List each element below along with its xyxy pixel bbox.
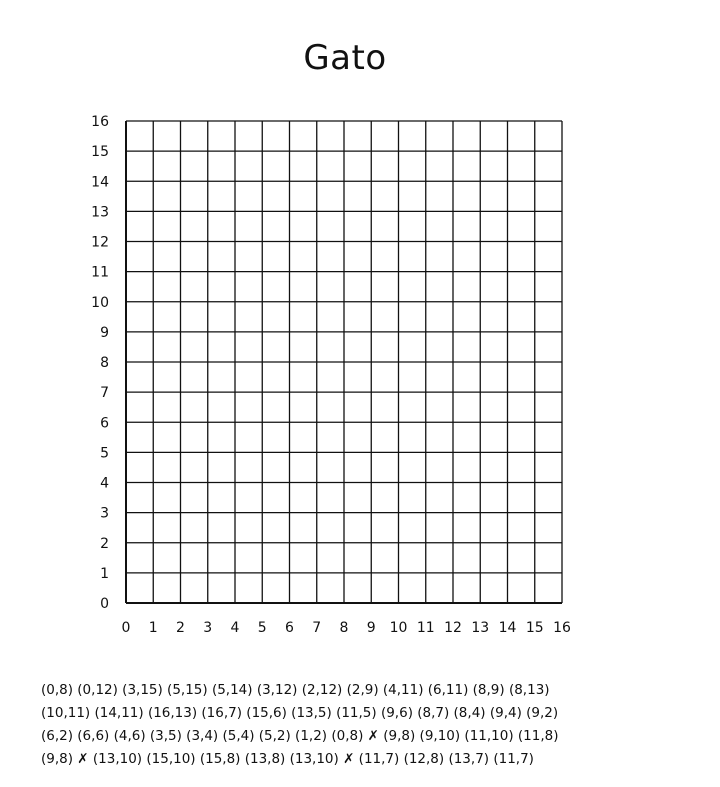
x-tick-label: 15 bbox=[525, 620, 544, 636]
y-tick-label: 11 bbox=[91, 264, 109, 281]
y-tick-label: 16 bbox=[91, 114, 109, 130]
worksheet-title: Gato bbox=[303, 38, 387, 78]
x-tick-label: 4 bbox=[230, 620, 240, 636]
coordinate-line-2: (10,11) (14,11) (16,13) (16,7) (15,6) (13,5) (11,5) (9,6) (8,7) (8,4) (9,4) (9,2) bbox=[41, 705, 559, 721]
coordinate-line-1: (0,8) (0,12) (3,15) (5,15) (5,14) (3,12) (2,12) (2,9) (4,11) (6,11) (8,9) (8,13) bbox=[41, 682, 550, 698]
x-tick-label: 16 bbox=[553, 620, 571, 636]
grid-lines bbox=[126, 121, 562, 603]
x-tick-label: 3 bbox=[203, 620, 213, 636]
y-tick-label: 4 bbox=[100, 475, 109, 492]
y-tick-label: 2 bbox=[100, 535, 109, 552]
y-tick-label: 12 bbox=[91, 234, 109, 251]
y-tick-label: 1 bbox=[100, 565, 109, 582]
x-axis-tick-labels bbox=[122, 620, 571, 636]
x-tick-label: 1 bbox=[148, 620, 158, 636]
y-tick-label: 14 bbox=[91, 174, 109, 191]
coordinate-line-4: (9,8) ✗ (13,10) (15,10) (15,8) (13,8) (13,10) ✗ (11,7) (12,8) (13,7) (11,7) bbox=[41, 751, 534, 767]
y-tick-label: 10 bbox=[91, 294, 109, 311]
x-tick-label: 2 bbox=[176, 620, 185, 636]
y-tick-label: 9 bbox=[100, 324, 109, 341]
y-tick-label: 6 bbox=[100, 415, 109, 432]
x-tick-label: 14 bbox=[498, 620, 517, 636]
y-tick-label: 7 bbox=[100, 385, 109, 402]
x-tick-label: 8 bbox=[339, 620, 349, 636]
y-tick-label: 3 bbox=[100, 505, 109, 522]
y-tick-label: 8 bbox=[100, 355, 109, 371]
y-tick-label: 15 bbox=[91, 144, 109, 161]
x-tick-label: 9 bbox=[366, 620, 376, 636]
x-tick-label: 6 bbox=[285, 620, 294, 636]
y-tick-label: 5 bbox=[100, 445, 109, 462]
x-tick-label: 5 bbox=[257, 620, 267, 636]
x-tick-label: 7 bbox=[312, 620, 322, 636]
x-tick-label: 12 bbox=[444, 620, 462, 636]
x-tick-label: 0 bbox=[121, 620, 131, 636]
y-tick-label: 13 bbox=[91, 204, 109, 221]
x-tick-label: 10 bbox=[389, 620, 408, 636]
x-tick-label: 13 bbox=[471, 620, 490, 636]
coordinate-line-3: (6,2) (6,6) (4,6) (3,5) (3,4) (5,4) (5,2) (1,2) (0,8) ✗ (9,8) (9,10) (11,10) (11,8) bbox=[41, 728, 559, 744]
y-axis-tick-labels bbox=[91, 114, 109, 612]
coordinate-instructions bbox=[41, 679, 701, 771]
x-tick-label: 11 bbox=[416, 620, 435, 636]
y-tick-label: 0 bbox=[100, 596, 109, 612]
